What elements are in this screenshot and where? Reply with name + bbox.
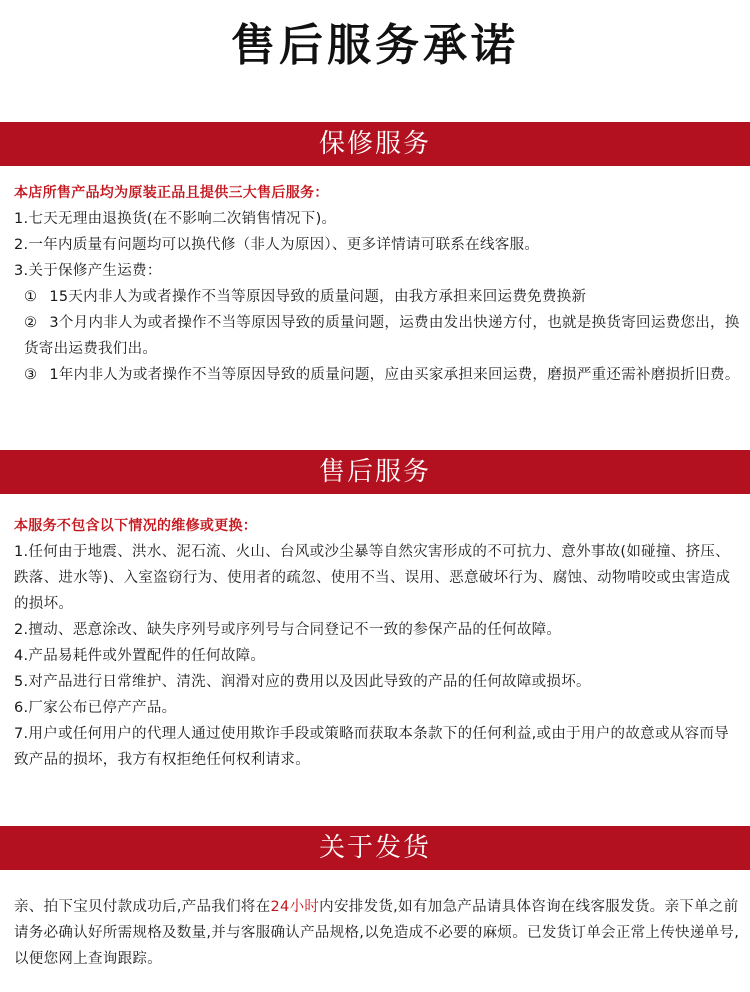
sub-item-text: 15天内非人为或者操作不当等原因导致的质量问题，由我方承担来回运费免费换新: [49, 289, 587, 305]
list-item: 6.厂家公布已停产产品。: [14, 700, 177, 716]
sub-list-item: [14, 310, 740, 362]
list-item: 2.擅动、恶意涂改、缺失序列号或序列号与合同登记不一致的参保产品的任何故障。: [14, 622, 562, 638]
sub-item-text: 1年内非人为或者操作不当等原因导致的质量问题，应由买家承担来回运费，磨损严重还需补磨损折旧费。: [49, 367, 740, 383]
list-item: 5.对产品进行日常维护、清洗、润滑对应的费用以及因此导致的产品的任何故障或损坏。: [14, 674, 591, 690]
list-item: 7.用户或任何用户的代理人通过使用欺诈手段或策略而获取本条款下的任何利益,或由于用户的故意或从容而导致产品的损坏，我方有权拒绝任何权利请求。: [14, 726, 729, 768]
list-item: 1.任何由于地震、洪水、泥石流、火山、台风或沙尘暴等自然灾害形成的不可抗力、意外事故(如碰撞、挤压、跌落、进水等)、入室盗窃行为、使用者的疏忽、使用不当、误用、恶意破坏行为、腐蚀、动物啃咬或虫害造成的损坏。: [14, 544, 731, 612]
section-body-after-sales: [14, 513, 740, 773]
list-item: 4.产品易耗件或外置配件的任何故障。: [14, 648, 266, 664]
sub-item-text: 3个月内非人为或者操作不当等原因导致的质量问题，运费由发出快递方付，也就是换货寄回运费您出，换货寄出运费我们出。: [24, 315, 740, 357]
shipping-text: [14, 894, 740, 972]
list-item: 1.七天无理由退换货(在不影响二次销售情况下)。: [14, 211, 337, 227]
section-body-warranty: [14, 180, 740, 388]
section-body-shipping: [14, 894, 740, 972]
page-title: 售后服务承诺: [231, 20, 519, 71]
shipping-text-after: 内安排发货,如有加急产品请具体咨询在线客服发货。亲下单之前请务必确认好所需规格及数量,并与客服确认产品规格,以免造成不必要的麻烦。已发货订单会正常上传快递单号,以便您网上查询跟踪。: [14, 899, 740, 967]
shipping-highlight: 24小时: [270, 899, 320, 915]
warranty-lead: 本店所售产品均为原装正品且提供三大售后服务：: [14, 185, 329, 201]
sub-list-item: [14, 284, 740, 310]
after-sales-lead: 本服务不包含以下情况的维修或更换：: [14, 518, 258, 534]
circled-number: ①: [24, 289, 38, 305]
section-header-shipping: 关于发货: [0, 826, 750, 870]
circled-number: ③: [24, 367, 38, 383]
section-header-after-sales: 售后服务: [0, 450, 750, 494]
list-item: 2.一年内质量有问题均可以换代修（非人为原因）、更多详情请可联系在线客服。: [14, 237, 540, 253]
circled-number: ②: [24, 315, 38, 331]
section-header-warranty: 保修服务: [0, 122, 750, 166]
sub-list-item: [14, 362, 740, 388]
list-item: 3.关于保修产生运费：: [14, 263, 162, 279]
shipping-text-before: 亲、拍下宝贝付款成功后,产品我们将在: [14, 899, 271, 915]
